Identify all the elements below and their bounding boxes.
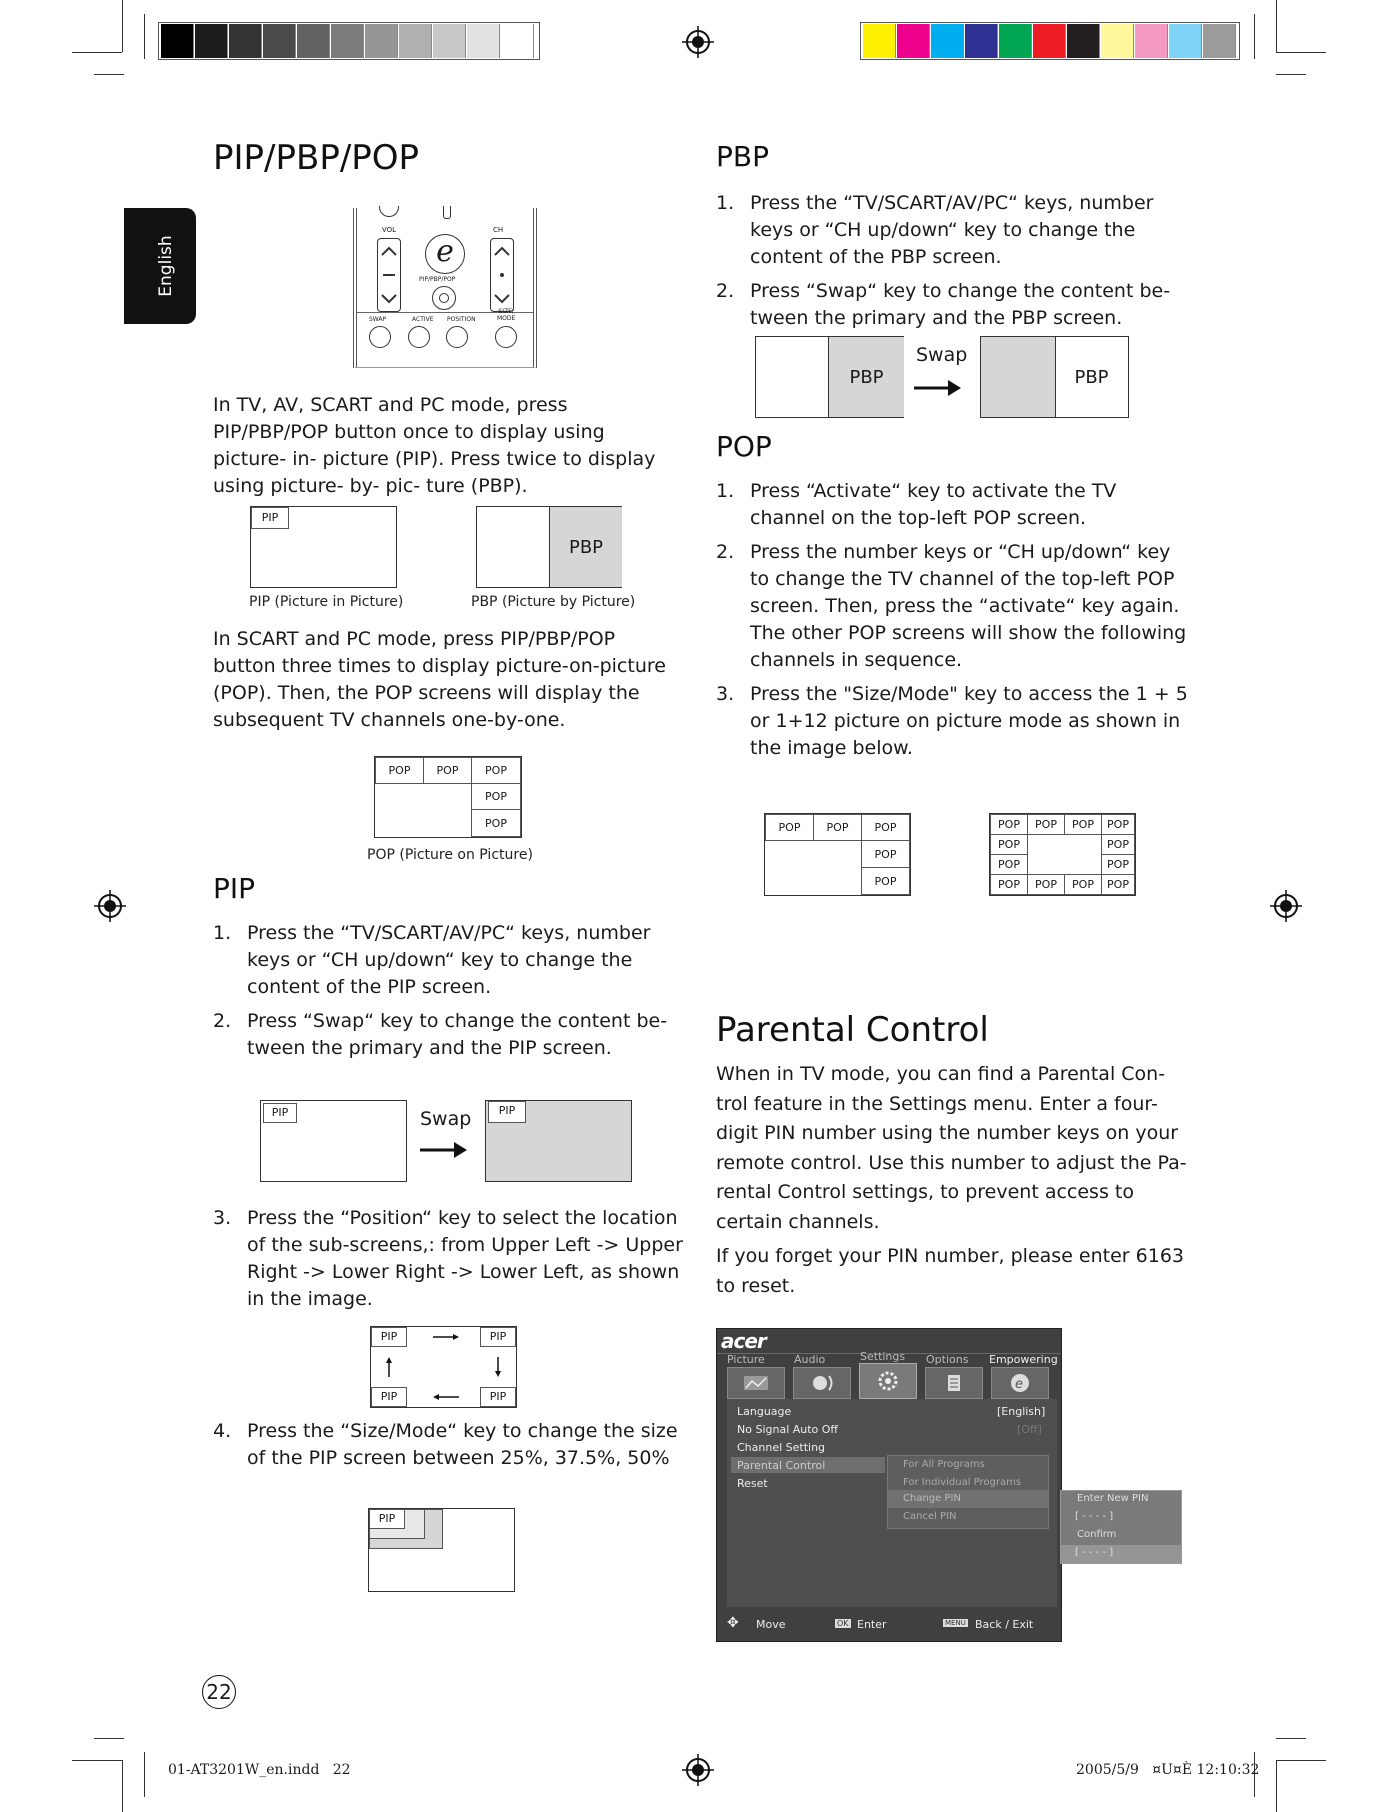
calibration-swatch xyxy=(399,24,432,58)
pop-1-plus-12-diagram xyxy=(989,813,1136,896)
osd-pin-field-1[interactable]: [ - - - - ] xyxy=(1075,1511,1114,1522)
pbp-diagram xyxy=(476,506,622,588)
timestamp-slug: 2005/5/9 ¤U¤È 12:10:32 xyxy=(1076,1762,1260,1778)
osd-item-language[interactable]: Language xyxy=(737,1405,792,1418)
pop-cell: POP xyxy=(1101,834,1135,855)
calibration-swatch xyxy=(365,24,398,58)
pop-heading: POP xyxy=(716,430,772,463)
osd-pin-enter-new: Enter New PIN xyxy=(1077,1493,1149,1504)
pip-heading: PIP xyxy=(213,872,256,905)
pop-cell: POP xyxy=(471,783,521,810)
list-item: 3. Press the "Size/Mode" key to access the 1 + 5 or 1+12 picture on picture mode as shown in the image below. xyxy=(716,683,1188,759)
pop-cell: POP xyxy=(1064,814,1102,835)
calibration-swatch xyxy=(1033,24,1066,58)
parental-paragraph: When in TV mode, you can find a Parental Con- trol feature in the Settings menu. Enter a four- digit PIN number using the number keys on your remote control. Use this number to adjust the Pa- rental Control settings, to prevent access to certain channels. xyxy=(716,1063,1187,1233)
pop-cell: POP xyxy=(990,814,1028,835)
pip-steps xyxy=(213,920,683,1069)
calibration-swatch xyxy=(195,24,228,58)
osd-tab-options[interactable]: Options xyxy=(926,1353,969,1366)
pbp-tag: PBP xyxy=(849,366,884,388)
move-icon: ✥ xyxy=(727,1615,739,1631)
options-icon xyxy=(926,1368,982,1398)
list-item: 2. Press “Swap“ key to change the content be- tween the primary and the PIP screen. xyxy=(213,1010,668,1059)
acer-logo: acer xyxy=(721,1329,766,1353)
pip-tag: PIP xyxy=(251,507,289,529)
pop-cell: POP xyxy=(813,814,862,841)
registration-mark-icon xyxy=(94,890,126,922)
calibration-swatch xyxy=(263,24,296,58)
osd-footer-back-exit: Back / Exit xyxy=(975,1618,1034,1631)
osd-footer-move: Move xyxy=(756,1618,786,1631)
pip-steps-size xyxy=(213,1418,683,1479)
pop-paragraph: In SCART and PC mode, press PIP/PBP/POP button three times to display picture-on-picture (POP). Then, the POP screens will display the subsequent TV channels one-by-one. xyxy=(213,628,666,731)
pip-tag: PIP xyxy=(263,1103,297,1123)
file-slug: 01-AT3201W_en.indd 22 xyxy=(168,1762,351,1778)
picture-icon xyxy=(728,1368,784,1398)
registration-mark-icon xyxy=(682,26,714,58)
list-item: 4. Press the “Size/Mode“ key to change the size of the PIP screen between 25%, 37.5%, 50% xyxy=(213,1420,678,1469)
osd-pin-panel xyxy=(1060,1490,1182,1564)
pip-steps-position xyxy=(213,1205,693,1320)
vol-label: VOL xyxy=(382,226,397,234)
pip-tag: PIP xyxy=(371,1387,407,1407)
calibration-swatch xyxy=(897,24,930,58)
pop-cell: POP xyxy=(861,840,910,868)
list-item: 3. Press the “Position“ key to select the location of the sub-screens,: from Upper Left -> Upper Right -> Lower Right -> Lower Left, as shown in the image. xyxy=(213,1207,683,1310)
pbp-tag: PBP xyxy=(568,536,604,558)
osd-item-reset[interactable]: Reset xyxy=(737,1477,768,1490)
osd-menu-screenshot xyxy=(716,1328,1062,1642)
pbp-tag: PBP xyxy=(1074,366,1109,388)
calibration-swatch xyxy=(1135,24,1168,58)
pop-cell: POP xyxy=(861,867,910,895)
page-title: PIP/PBP/POP xyxy=(213,138,420,178)
pop-cell: POP xyxy=(990,874,1028,895)
osd-submenu-individual-programs[interactable]: For Individual Programs xyxy=(903,1477,1022,1488)
size-mode-key-label: SIZE/ MODE xyxy=(497,308,516,322)
pip-swap-after xyxy=(485,1100,632,1182)
calibration-swatch xyxy=(297,24,330,58)
calibration-swatch xyxy=(931,24,964,58)
position-cycle-arrows-icon xyxy=(371,1327,516,1407)
pip-swap-before xyxy=(260,1100,407,1182)
position-key-label: POSITION xyxy=(447,316,476,323)
osd-language-value: [English] xyxy=(997,1405,1046,1418)
pop-cell: POP xyxy=(1101,854,1135,875)
osd-tab-settings[interactable]: Settings xyxy=(860,1350,906,1363)
pbp-steps xyxy=(716,190,1186,339)
pop-cell: POP xyxy=(1101,874,1135,895)
osd-item-channel-setting[interactable]: Channel Setting xyxy=(737,1441,826,1454)
intro-paragraph: In TV, AV, SCART and PC mode, press PIP/PBP/POP button once to display using picture- in- picture (PIP). Press twice to display using picture- by- pic- ture (PBP). xyxy=(213,394,656,497)
pip-diagram xyxy=(250,506,397,588)
empowering-button[interactable] xyxy=(425,234,465,274)
audio-icon xyxy=(794,1368,850,1398)
calibration-swatch xyxy=(965,24,998,58)
calibration-swatch xyxy=(229,24,262,58)
pip-position-diagram xyxy=(370,1326,517,1408)
list-item: 1. Press the “TV/SCART/AV/PC“ keys, number keys or “CH up/down“ key to change the content of the PBP screen. xyxy=(716,192,1154,268)
empowering-icon xyxy=(992,1368,1048,1398)
calibration-swatch xyxy=(1101,24,1134,58)
language-label: English xyxy=(156,235,176,297)
pip-pbp-pop-button[interactable] xyxy=(432,286,456,310)
calibration-swatch xyxy=(863,24,896,58)
pop-cell: POP xyxy=(1101,814,1135,835)
pop-cell: POP xyxy=(861,814,910,841)
ch-rocker[interactable] xyxy=(490,238,514,312)
pop-cell: POP xyxy=(1027,814,1065,835)
swap-button[interactable] xyxy=(369,326,391,348)
pip-tag: PIP xyxy=(480,1387,516,1407)
osd-item-parental-control[interactable]: Parental Control xyxy=(737,1459,826,1472)
calibration-swatch xyxy=(1203,24,1236,58)
calibration-swatch xyxy=(433,24,466,58)
osd-tab-empowering[interactable]: Empowering xyxy=(989,1353,1058,1366)
swap-key-label: SWAP xyxy=(369,316,387,323)
swap-label: Swap xyxy=(916,344,968,366)
registration-mark-icon xyxy=(682,1754,714,1786)
calibration-swatch xyxy=(501,24,534,58)
menu-key-icon: MENU xyxy=(945,1619,966,1627)
arrow-right-icon xyxy=(914,378,962,398)
remote-control-illustration xyxy=(353,208,537,368)
registration-mark-icon xyxy=(1270,890,1302,922)
pop-cell: POP xyxy=(471,809,521,837)
grayscale-calibration-strip xyxy=(158,22,540,60)
osd-tab-audio[interactable]: Audio xyxy=(794,1353,826,1366)
calibration-swatch xyxy=(161,24,194,58)
vol-rocker[interactable] xyxy=(377,238,401,312)
osd-pin-confirm: Confirm xyxy=(1077,1529,1117,1540)
pop-1-plus-5-diagram xyxy=(764,813,911,896)
pbp-swap-before xyxy=(755,336,904,418)
pop-cell: POP xyxy=(990,834,1028,855)
parental-control-heading: Parental Control xyxy=(716,1010,989,1050)
calibration-swatch xyxy=(467,24,500,58)
list-item: 1. Press “Activate“ key to activate the TV channel on the top-left POP screen. xyxy=(716,480,1117,529)
pip-tag: PIP xyxy=(480,1327,516,1347)
ch-label: CH xyxy=(493,226,504,234)
pop-cell: POP xyxy=(375,757,424,784)
pop-cell: POP xyxy=(765,814,814,841)
pbp-swap-after xyxy=(980,336,1129,418)
pop-cell: POP xyxy=(1064,874,1102,895)
color-calibration-strip xyxy=(860,22,1240,60)
pop-diagram xyxy=(374,756,522,838)
calibration-swatch xyxy=(331,24,364,58)
calibration-swatch xyxy=(999,24,1032,58)
pip-size-diagram xyxy=(368,1508,515,1592)
list-item: 1. Press the “TV/SCART/AV/PC“ keys, number keys or “CH up/down“ key to change the content of the PIP screen. xyxy=(213,922,651,998)
ok-key-icon: OK xyxy=(837,1619,849,1628)
caption-pip: PIP (Picture in Picture) xyxy=(249,594,404,610)
arrow-right-icon xyxy=(420,1140,468,1160)
page-number: 22 xyxy=(202,1675,236,1709)
calibration-swatch xyxy=(1169,24,1202,58)
caption-pbp: PBP (Picture by Picture) xyxy=(471,594,636,610)
settings-gear-icon xyxy=(860,1364,916,1398)
osd-signal-value: [Off] xyxy=(1017,1423,1042,1436)
swap-label: Swap xyxy=(420,1108,472,1130)
position-button[interactable] xyxy=(446,326,468,348)
pop-steps xyxy=(716,478,1191,769)
pip-tag: PIP xyxy=(371,1327,407,1347)
list-item: 2. Press the number keys or “CH up/down“ key to change the TV channel of the top-left POP screen. Then, press the “activate“ key again. The other POP screens will show the following channels in sequence. xyxy=(716,541,1187,671)
pop-cell: POP xyxy=(423,757,472,784)
pbp-heading: PBP xyxy=(716,140,769,173)
language-side-tab xyxy=(124,208,196,324)
osd-footer-enter: Enter xyxy=(857,1618,887,1631)
pop-cell: POP xyxy=(1027,874,1065,895)
active-key-label: ACTIVE xyxy=(412,316,434,323)
svg-text:e: e xyxy=(1015,1377,1023,1392)
pip-tag: PIP xyxy=(488,1101,526,1123)
pip-tag: PIP xyxy=(369,1509,405,1529)
osd-submenu-change-pin[interactable]: Change PIN xyxy=(903,1493,961,1504)
pop-cell: POP xyxy=(990,854,1028,875)
empowering-logo-icon: e xyxy=(436,234,454,269)
pin-reset-paragraph: If you forget your PIN number, please enter 6163 to reset. xyxy=(716,1245,1184,1297)
pop-cell: POP xyxy=(471,757,521,784)
list-item: 2. Press “Swap“ key to change the content be- tween the primary and the PBP screen. xyxy=(716,280,1171,329)
size-mode-button[interactable] xyxy=(495,326,517,348)
pip-button-label: PIP/PBP/POP xyxy=(419,276,456,283)
calibration-swatch xyxy=(1067,24,1100,58)
osd-submenu-all-programs[interactable]: For All Programs xyxy=(903,1459,985,1470)
osd-tab-picture[interactable]: Picture xyxy=(727,1353,765,1366)
osd-pin-field-2[interactable]: [ - - - - ] xyxy=(1075,1547,1114,1558)
osd-item-no-signal[interactable]: No Signal Auto Off xyxy=(737,1423,839,1436)
osd-submenu-cancel-pin[interactable]: Cancel PIN xyxy=(903,1511,957,1522)
active-button[interactable] xyxy=(408,326,430,348)
caption-pop: POP (Picture on Picture) xyxy=(367,847,533,863)
